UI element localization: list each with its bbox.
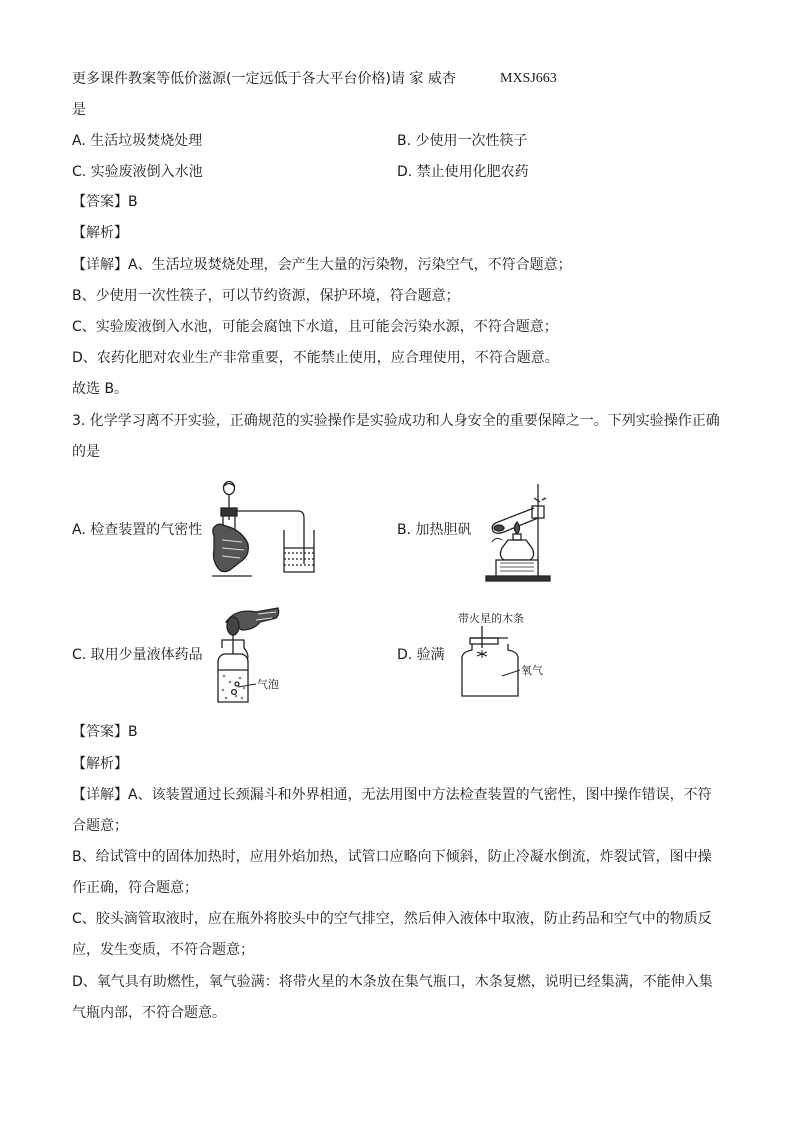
q3-detail-line-5: C、胶头滴管取液时，应在瓶外将胶头中的空气排空，然后伸入液体中取液，防止药品和空气中的物质反	[72, 911, 712, 927]
figure-heating-crystals	[482, 478, 554, 584]
watermark-notice	[72, 70, 557, 88]
q3-answer: 【答案】B	[72, 724, 138, 740]
q3-stem-line-2: 的是	[72, 444, 100, 460]
q3-detail-line-3: B、给试管中的固体加热时，应用外焰加热，试管口应略向下倾斜，防止冷凝水倒流，炸裂试管，图中操	[72, 849, 712, 865]
q3-option-d: D. 验满	[397, 647, 445, 663]
q2-detail-line-4: D、农药化肥对农业生产非常重要，不能禁止使用，应合理使用，不符合题意。	[72, 350, 559, 366]
figure-airtightness-check	[208, 478, 320, 578]
q3-stem-line-1: 3. 化学学习离不开实验，正确规范的实验操作是实验成功和人身安全的重要保障之一。下列实验操作正确	[72, 413, 720, 429]
q3-detail-line-4: 作正确，符合题意；	[72, 880, 198, 896]
q2-conclusion: 故选 B。	[72, 381, 129, 397]
notice-text: 更多课件教案等低价滋源(一定远低于各大平台价格)请 家 威杏	[72, 71, 456, 87]
q2-detail-line-2: B、少使用一次性筷子，可以节约资源，保护环境，符合题意；	[72, 288, 460, 304]
q2-option-b: B. 少使用一次性筷子	[397, 133, 528, 149]
figure-oxygen-check	[456, 608, 556, 700]
q2-option-d: D. 禁止使用化肥农药	[397, 164, 529, 180]
q3-detail-line-7: D、氧气具有助燃性，氧气验满：将带火星的木条放在集气瓶口，木条复燃，说明已经集满，不能伸入集	[72, 974, 713, 990]
q2-stem-tail: 是	[72, 102, 86, 118]
q3-detail-line-2: 合题意；	[72, 818, 128, 834]
q3-detail-line-8: 气瓶内部，不符合题意。	[72, 1005, 226, 1021]
q2-option-a: A. 生活垃圾焚烧处理	[72, 133, 203, 149]
q2-detail-line-1: 【详解】A、生活垃圾焚烧处理，会产生大量的污染物，污染空气，不符合题意；	[72, 257, 572, 273]
q2-detail-line-3: C、实验废液倒入水池，可能会腐蚀下水道，且可能会污染水源，不符合题意；	[72, 319, 558, 335]
q3-option-a: A. 检查装置的气密性	[72, 522, 203, 538]
q2-answer: 【答案】B	[72, 194, 138, 210]
oxygen-label: 氧气	[521, 664, 543, 677]
q3-option-c: C. 取用少量液体药品	[72, 647, 203, 663]
bubble-label: 气泡	[257, 678, 279, 691]
q3-detail-line-6: 应，发生变质，不符合题意；	[72, 942, 254, 958]
q2-analysis-label: 【解析】	[72, 225, 128, 241]
q2-option-c: C. 实验废液倒入水池	[72, 164, 203, 180]
figure-dropper-liquid	[206, 604, 296, 706]
splint-label: 带火星的木条	[458, 612, 524, 625]
q3-detail-line-1: 【详解】A、该装置通过长颈漏斗和外界相通，无法用图中方法检查装置的气密性，图中操作错误，不符	[72, 787, 712, 803]
q3-option-b: B. 加热胆矾	[397, 522, 472, 538]
q3-analysis-label: 【解析】	[72, 756, 128, 772]
contact-code: MXSJ663	[500, 71, 557, 86]
